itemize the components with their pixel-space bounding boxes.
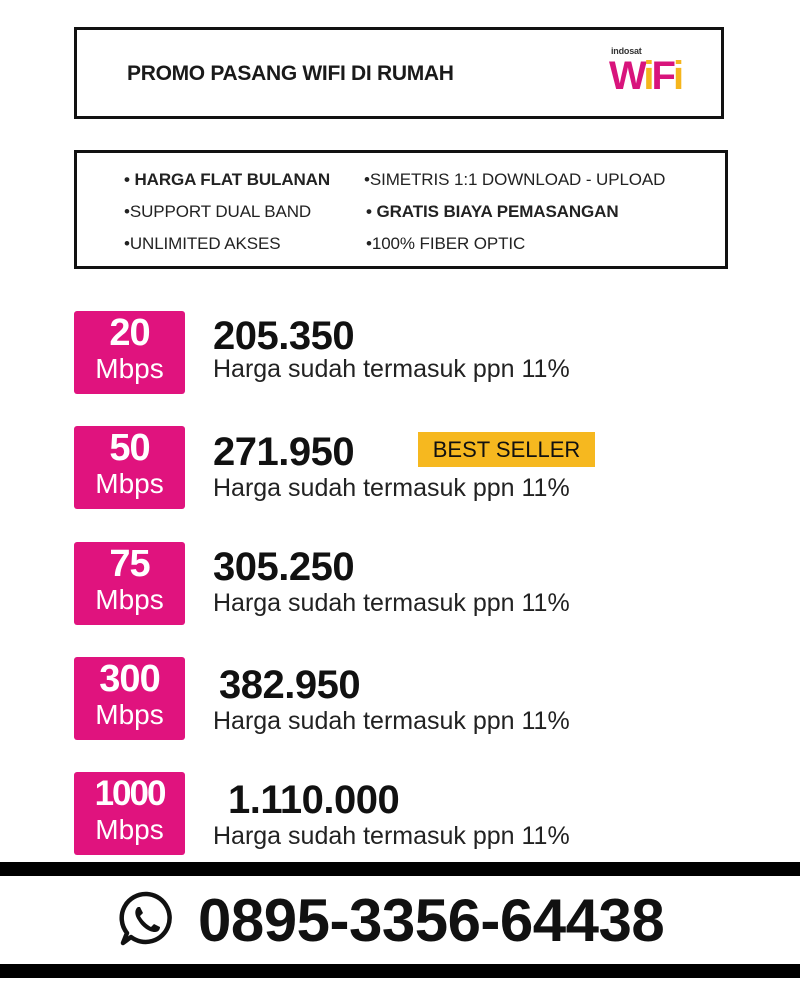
best-seller-badge: BEST SELLER: [418, 432, 595, 467]
feature-free-install: • GRATIS BIAYA PEMASANGAN: [366, 202, 619, 221]
plan-price-50: 271.950: [213, 430, 355, 474]
divider-bottom: [0, 964, 800, 978]
plan-price-300: 382.950: [219, 663, 361, 707]
feature-unlimited: •UNLIMITED AKSES: [124, 234, 281, 253]
plan-note-300: Harga sudah termasuk ppn 11%: [213, 707, 570, 735]
plan-speed: 50: [109, 427, 150, 469]
plan-note-1000: Harga sudah termasuk ppn 11%: [213, 822, 570, 850]
plan-speed: 20: [109, 312, 150, 354]
logo-brand: indosat: [611, 46, 642, 56]
feature-dual-band: •SUPPORT DUAL BAND: [124, 202, 312, 221]
plan-unit: Mbps: [95, 468, 164, 499]
plan-unit: Mbps: [95, 353, 164, 384]
plan-note-75: Harga sudah termasuk ppn 11%: [213, 589, 570, 617]
plan-price-1000: 1.110.000: [228, 778, 400, 822]
plan-badge-1000: [74, 772, 185, 855]
plan-note-50: Harga sudah termasuk ppn 11%: [213, 474, 570, 502]
feature-flat-price: • HARGA FLAT BULANAN: [124, 170, 331, 189]
whatsapp-icon[interactable]: [117, 889, 177, 949]
feature-symmetric: •SIMETRIS 1:1 DOWNLOAD - UPLOAD: [364, 170, 666, 189]
plan-unit: Mbps: [95, 814, 164, 845]
plan-price-20: 205.350: [213, 314, 355, 358]
plan-speed: 1000: [94, 774, 165, 813]
promo-header: [74, 27, 724, 119]
features-box: [74, 150, 728, 269]
contact-row: [0, 885, 800, 955]
plan-badge-20: [74, 311, 185, 394]
plan-unit: Mbps: [95, 584, 164, 615]
plan-badge-75: [74, 542, 185, 625]
plan-badge-50: [74, 426, 185, 509]
indosat-wifi-logo: [609, 42, 689, 112]
logo-wordmark: WiFi: [609, 54, 682, 98]
divider-top: [0, 862, 800, 876]
plan-speed: 75: [109, 543, 150, 585]
plan-note-20: Harga sudah termasuk ppn 11%: [213, 355, 570, 383]
plan-price-75: 305.250: [213, 545, 355, 589]
feature-fiber: •100% FIBER OPTIC: [366, 234, 526, 253]
plan-speed: 300: [99, 658, 160, 700]
plan-unit: Mbps: [95, 699, 164, 730]
phone-number[interactable]: 0895-3356-64438: [198, 887, 665, 954]
plan-badge-300: [74, 657, 185, 740]
page-title: PROMO PASANG WIFI DI RUMAH: [127, 62, 454, 85]
